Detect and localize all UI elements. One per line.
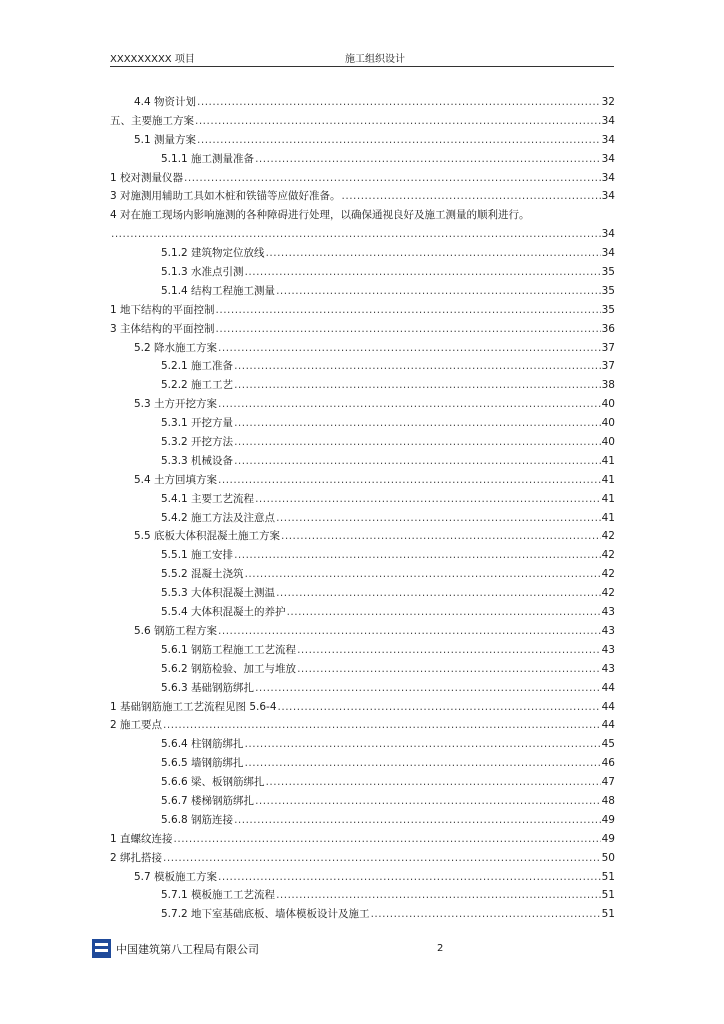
toc-page-number: 41 (601, 454, 615, 467)
toc-leader-dots (218, 471, 601, 490)
toc-row (110, 698, 615, 717)
toc-page-number: 35 (601, 284, 615, 297)
toc-page-number: 51 (601, 889, 615, 902)
toc-leader-dots (245, 735, 601, 754)
toc-page-number: 46 (601, 757, 615, 770)
toc-row (110, 641, 615, 660)
toc-row (110, 716, 615, 735)
toc-page-number: 41 (601, 511, 615, 524)
toc-entry-text: 5.2 降水施工方案 (134, 341, 218, 354)
toc-entry-text: 5.6.5 墙钢筋绑扎 (161, 757, 244, 770)
toc-entry-text: 2 绑扎搭接 (110, 851, 163, 864)
toc-leader-dots (234, 811, 601, 830)
toc-row (110, 603, 615, 622)
toc-leader-dots (255, 490, 601, 509)
toc-entry-text: 5.5.2 混凝土浇筑 (161, 568, 244, 581)
toc-entry-text: 4 对在施工现场内影响施测的各种障碍进行处理，以确保通视良好及施工测量的顺利进行。 (110, 209, 530, 222)
toc-row (110, 546, 615, 565)
toc-leader-dots (297, 660, 601, 679)
toc-page-number: 51 (601, 908, 615, 921)
toc-row (110, 414, 615, 433)
toc-entry-text: 5.6.2 钢筋检验、加工与堆放 (161, 662, 297, 675)
toc-entry-text: 5.6.3 基础钢筋绑扎 (161, 681, 255, 694)
toc-page-number: 49 (601, 832, 615, 845)
toc-leader-dots (216, 320, 601, 339)
toc-page-number: 42 (601, 568, 615, 581)
toc-leader-dots (234, 433, 601, 452)
toc-row (110, 376, 615, 395)
toc-page-number: 34 (601, 190, 615, 203)
toc-row (110, 131, 615, 150)
toc-page-number: 42 (601, 587, 615, 600)
toc-row (110, 282, 615, 301)
toc-row (110, 660, 615, 679)
toc-entry-text: 5.4 土方回填方案 (134, 473, 218, 486)
toc-entry-text: 1 直螺纹连接 (110, 832, 173, 845)
toc-entry-text: 2 施工要点 (110, 719, 163, 732)
toc-entry-text: 5.3.2 开挖方法 (161, 436, 234, 449)
toc-leader-dots (245, 263, 601, 282)
toc-leader-dots (197, 131, 601, 150)
toc-leader-dots (234, 546, 601, 565)
toc-entry-text: 5.7 模板施工方案 (134, 870, 218, 883)
toc-row (110, 490, 615, 509)
toc-page-number: 42 (601, 549, 615, 562)
toc-page-number: 48 (601, 794, 615, 807)
toc-entry-text: 5.6.8 钢筋连接 (161, 813, 234, 826)
toc-leader-dots (234, 357, 601, 376)
toc-entry-text: 5.3.1 开挖方量 (161, 417, 234, 430)
toc-entry-text: 5.6.1 钢筋工程施工工艺流程 (161, 643, 297, 656)
toc-row (110, 357, 615, 376)
toc-page-number: 35 (601, 266, 615, 279)
toc-page-number: 40 (601, 436, 615, 449)
toc-entry-text: 5.5.3 大体积混凝土测温 (161, 587, 276, 600)
toc-entry-text: 1 地下结构的平面控制 (110, 303, 215, 316)
toc-leader-dots (278, 698, 601, 717)
toc-page-number: 43 (601, 643, 615, 656)
toc-entry-text: 1 基础钢筋施工工艺流程见图 5.6-4 (110, 700, 277, 713)
toc-row (110, 849, 615, 868)
toc-leader-dots (266, 244, 601, 263)
toc-page-number: 35 (601, 303, 615, 316)
toc-leader-dots (218, 868, 601, 887)
toc-leader-dots (371, 905, 601, 924)
toc-entry-text: 5.6.6 梁、板钢筋绑扎 (161, 776, 265, 789)
toc-entry-text: 5.5.4 大体积混凝土的养护 (161, 606, 286, 619)
toc-row (110, 187, 615, 206)
toc-page-number: 34 (601, 152, 615, 165)
header-project: XXXXXXXXX 项目 (110, 54, 195, 65)
toc-leader-dots (111, 225, 601, 244)
toc-page-number: 44 (601, 719, 615, 732)
toc-page-number: 38 (601, 379, 615, 392)
toc-row (110, 301, 615, 320)
toc-entry-text: 五、主要施工方案 (110, 114, 194, 127)
toc-row (110, 773, 615, 792)
toc-row (110, 830, 615, 849)
toc-row (110, 584, 615, 603)
toc-entry-text: 5.5 底板大体积混凝土施工方案 (134, 530, 281, 543)
toc-leader-dots (218, 395, 601, 414)
toc-page-number: 36 (601, 322, 615, 335)
toc-leader-dots (276, 886, 601, 905)
toc-page-number: 34 (601, 133, 615, 146)
toc-row (110, 320, 615, 339)
toc-page-number: 32 (601, 96, 615, 108)
table-of-contents (110, 93, 615, 924)
toc-row (110, 735, 615, 754)
toc-page-number: 43 (601, 662, 615, 675)
toc-leader-dots (245, 754, 601, 773)
toc-leader-dots (255, 792, 601, 811)
toc-page-number: 50 (601, 851, 615, 864)
toc-row (110, 565, 615, 584)
toc-row (110, 93, 615, 112)
toc-leader-dots (255, 679, 601, 698)
toc-leader-dots (234, 376, 601, 395)
toc-row (110, 754, 615, 773)
toc-row (110, 509, 615, 528)
toc-entry-text: 5.1.1 施工测量准备 (161, 152, 255, 165)
toc-entry-text: 5.4.2 施工方法及注意点 (161, 511, 276, 524)
toc-entry-text: 5.1 测量方案 (134, 133, 197, 146)
toc-leader-dots (245, 565, 601, 584)
toc-row (110, 339, 615, 358)
toc-entry-text: 5.6 钢筋工程方案 (134, 624, 218, 637)
toc-row (110, 527, 615, 546)
toc-leader-dots (197, 93, 601, 112)
header-rule (110, 66, 614, 67)
toc-leader-dots (234, 414, 601, 433)
toc-page-number: 34 (601, 171, 615, 184)
toc-entry-text: 5.3 土方开挖方案 (134, 398, 218, 411)
toc-row (110, 263, 615, 282)
toc-row (110, 622, 615, 641)
toc-leader-dots (218, 622, 601, 641)
toc-page-number: 43 (601, 624, 615, 637)
toc-leader-dots (174, 830, 601, 849)
toc-leader-dots (276, 584, 601, 603)
toc-leader-dots (266, 773, 601, 792)
toc-leader-dots (163, 849, 601, 868)
toc-entry-text: 3 对施测用辅助工具如木桩和铁锚等应做好准备。 (110, 190, 341, 203)
toc-entry-text: 3 主体结构的平面控制 (110, 322, 215, 335)
toc-leader-dots (163, 716, 601, 735)
toc-page-number: 44 (601, 681, 615, 694)
toc-leader-dots (195, 112, 601, 131)
toc-row (110, 169, 615, 188)
page-footer (92, 937, 622, 959)
toc-row (110, 244, 615, 263)
toc-row (110, 886, 615, 905)
toc-leader-dots (297, 641, 601, 660)
toc-row (110, 112, 615, 131)
toc-row (110, 150, 615, 169)
toc-row (110, 792, 615, 811)
toc-row (110, 433, 615, 452)
toc-row (110, 452, 615, 471)
toc-entry-text: 5.7.1 模板施工工艺流程 (161, 889, 276, 902)
toc-page-number: 37 (601, 341, 615, 354)
toc-entry-text: 1 校对测量仪器 (110, 171, 184, 184)
toc-leader-dots (276, 282, 601, 301)
toc-entry-text: 5.1.2 建筑物定位放线 (161, 247, 265, 260)
toc-row (110, 811, 615, 830)
toc-leader-dots (342, 187, 601, 206)
toc-page-number: 51 (601, 870, 615, 883)
footer-page-number: 2 (437, 943, 444, 954)
toc-page-number: 49 (601, 813, 615, 826)
toc-row (110, 395, 615, 414)
toc-page-number: 44 (601, 700, 615, 713)
toc-leader-dots (276, 509, 601, 528)
toc-page-number: 34 (601, 228, 615, 241)
toc-leader-dots (255, 150, 601, 169)
toc-row (110, 679, 615, 698)
toc-row (110, 225, 615, 244)
toc-entry-text: 5.7.2 地下室基础底板、墙体模板设计及施工 (161, 908, 370, 921)
header-doc-title: 施工组织设计 (345, 54, 405, 65)
toc-leader-dots (218, 339, 601, 358)
toc-entry-text: 5.2.1 施工准备 (161, 360, 234, 373)
toc-page-number: 40 (601, 398, 615, 411)
toc-entry-text: 5.4.1 主要工艺流程 (161, 492, 255, 505)
toc-page-number: 37 (601, 360, 615, 373)
toc-page-number: 40 (601, 417, 615, 430)
toc-page-number: 34 (601, 114, 615, 127)
toc-page-number: 47 (601, 776, 615, 789)
toc-entry-text: 5.1.4 结构工程施工测量 (161, 284, 276, 297)
toc-entry-text: 4.4 物资计划 (134, 96, 197, 108)
toc-row (110, 868, 615, 887)
toc-leader-dots (287, 603, 601, 622)
toc-entry-text: 5.1.3 水准点引测 (161, 266, 244, 279)
toc-entry-text: 5.2.2 施工工艺 (161, 379, 234, 392)
toc-entry-text: 5.3.3 机械设备 (161, 454, 234, 467)
toc-leader-dots (184, 169, 601, 188)
toc-page-number: 45 (601, 738, 615, 751)
toc-leader-dots (216, 301, 601, 320)
toc-page-number: 43 (601, 606, 615, 619)
toc-leader-dots (281, 527, 601, 546)
toc-page-number: 42 (601, 530, 615, 543)
toc-entry-text: 5.6.7 楼梯钢筋绑扎 (161, 794, 255, 807)
footer-company: 中国建筑第八工程局有限公司 (116, 943, 259, 956)
toc-page-number: 41 (601, 492, 615, 505)
toc-row (110, 471, 615, 490)
toc-entry-text: 5.6.4 柱钢筋绑扎 (161, 738, 244, 751)
toc-page-number: 41 (601, 473, 615, 486)
toc-row (110, 905, 615, 924)
toc-leader-dots (234, 452, 601, 471)
company-logo-icon (92, 939, 111, 958)
toc-page-number: 34 (601, 247, 615, 260)
page-header (110, 50, 614, 66)
toc-row (110, 206, 615, 225)
toc-entry-text: 5.5.1 施工安排 (161, 549, 234, 562)
